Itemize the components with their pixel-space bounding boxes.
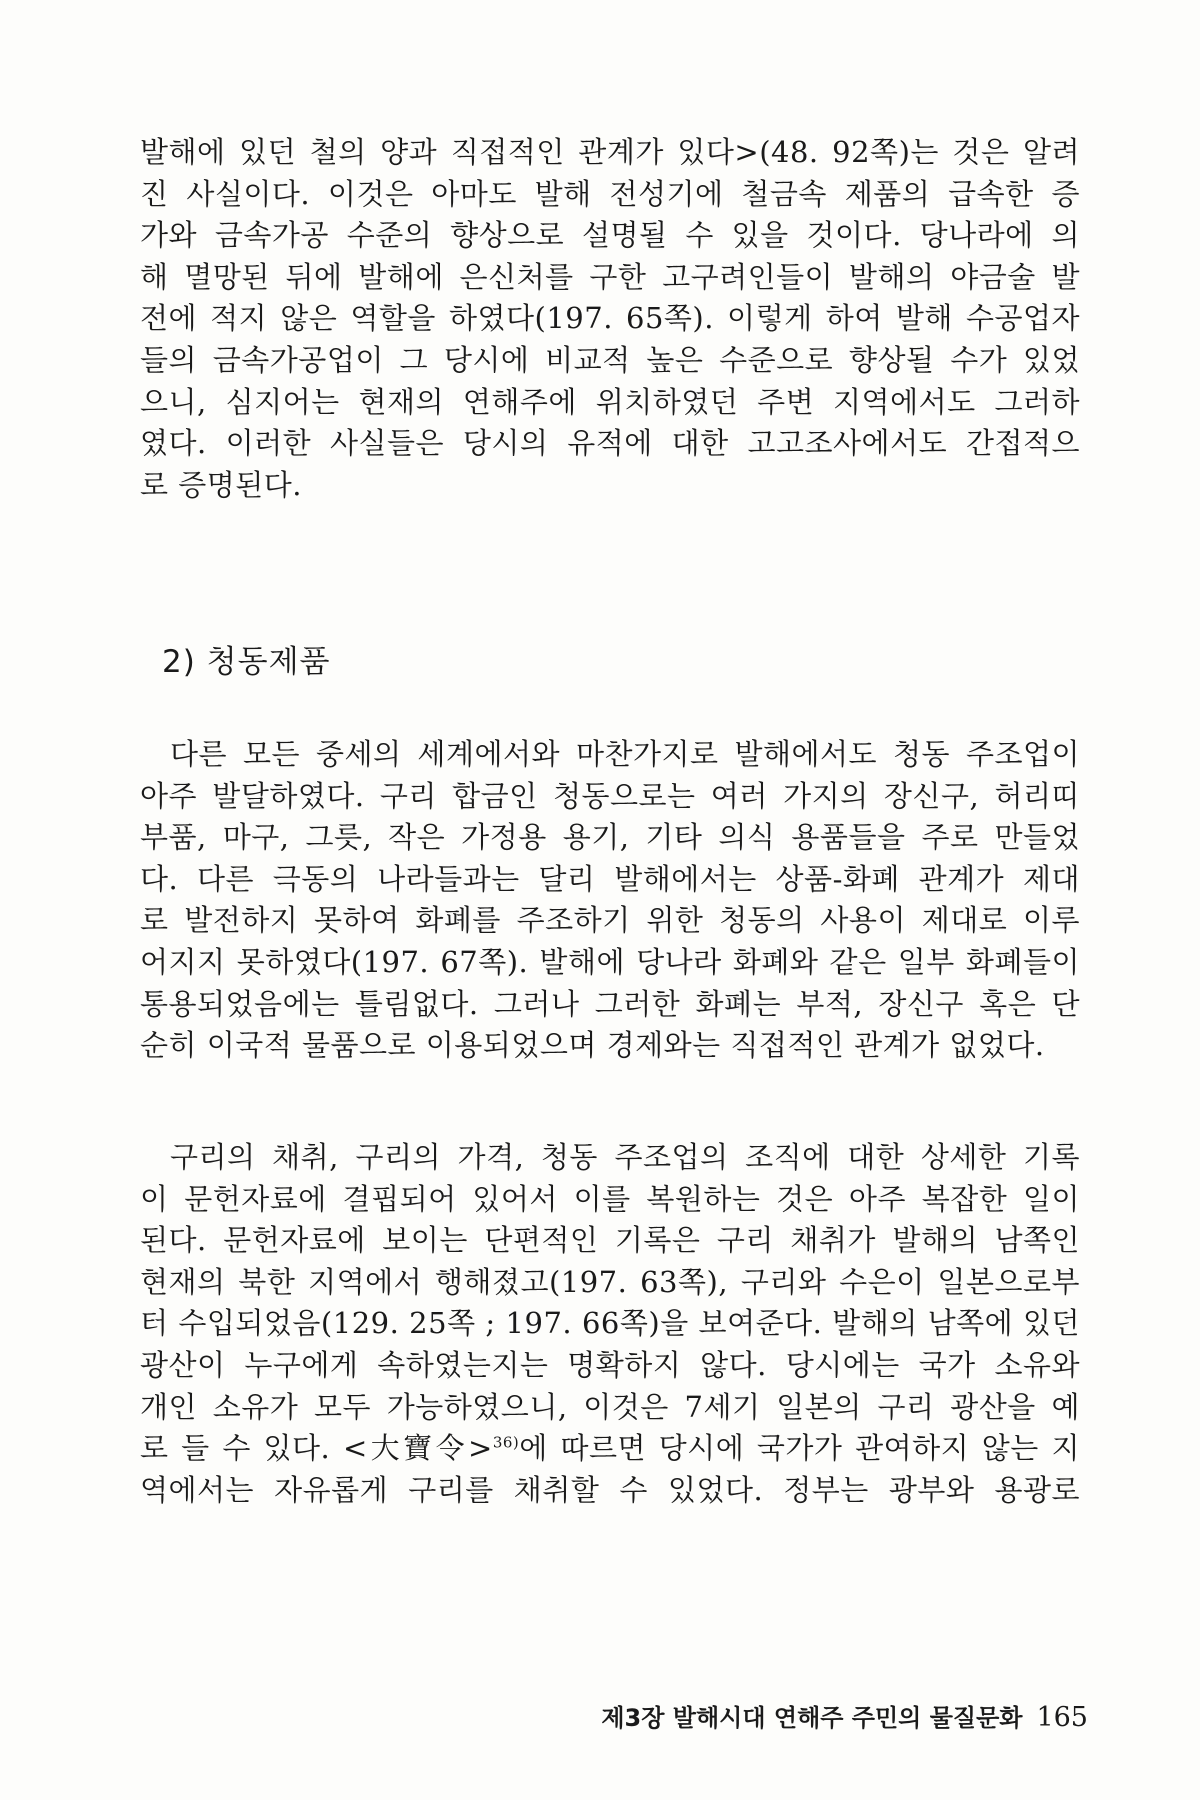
text-line: 이 문헌자료에 결핍되어 있어서 이를 복원하는 것은 아주 복잡한 일이 [140, 1181, 1080, 1216]
text-line: 전에 적지 않은 역할을 하였다(197. 65쪽). 이렇게 하여 발해 수공업자 [140, 301, 1080, 336]
text-line: 광산이 누구에게 속하였는지는 명확하지 않다. 당시에는 국가 소유와 [140, 1347, 1080, 1382]
text-line: 아주 발달하였다. 구리 합금인 청동으로는 여러 가지의 장신구, 허리띠 [140, 778, 1080, 813]
text-line: 로 증명된다. [140, 467, 303, 502]
text-fragment: 에 따르면 당시에 국가가 관여하지 않는 지 [519, 1431, 1080, 1466]
text-line: 들의 금속가공업이 그 당시에 비교적 높은 수준으로 향상될 수가 있었 [140, 342, 1080, 377]
text-line: 다. 다른 극동의 나라들과는 달리 발해에서는 상품-화폐 관계가 제대 [140, 861, 1080, 896]
text-line: 순히 이국적 물품으로 이용되었으며 경제와는 직접적인 관계가 없었다. [140, 1028, 1045, 1063]
text-line: 발해에 있던 철의 양과 직접적인 관계가 있다>(48. 92쪽)는 것은 알려 [140, 135, 1080, 169]
text-line: 가와 금속가공 수준의 향상으로 설명될 수 있을 것이다. 당나라에 의 [140, 218, 1080, 253]
text-line: 역에서는 자유롭게 구리를 채취할 수 있었다. 정부는 광부와 용광로 [140, 1472, 1080, 1507]
text-line: 구리의 채취, 구리의 가격, 청동 주조업의 조직에 대한 상세한 기록 [170, 1140, 1080, 1174]
paragraph-copper-mining [140, 1137, 1080, 1511]
text-line: 으니, 심지어는 현재의 연해주에 위치하였던 주변 지역에서도 그러하 [140, 384, 1080, 419]
page-number: 165 [1036, 1702, 1088, 1733]
text-line: 터 수입되었음(129. 25쪽 ; 197. 66쪽)을 보여준다. 발해의 남쪽에 있던 [140, 1306, 1080, 1341]
text-line: 현재의 북한 지역에서 행해졌고(197. 63쪽), 구리와 수은이 일본으로부 [140, 1264, 1080, 1299]
paragraph-iron-metalwork [140, 132, 1080, 506]
chapter-title: 제3장 발해시대 연해주 주민의 물질문화 [601, 1704, 1023, 1732]
text-line: 로 발전하지 못하여 화폐를 주조하기 위한 청동의 사용이 제대로 이루 [140, 903, 1080, 938]
text-line: 된다. 문헌자료에 보이는 단편적인 기록은 구리 채취가 발해의 남쪽인 [140, 1223, 1080, 1258]
text-line [140, 1428, 1080, 1470]
page-footer [578, 1698, 1088, 1733]
text-line: 개인 소유가 모두 가능하였으니, 이것은 7세기 일본의 구리 광산을 예 [140, 1389, 1080, 1424]
section-heading: 2) 청동제품 [162, 644, 331, 680]
footnote-marker: 36) [492, 1433, 520, 1452]
text-line: 해 멸망된 뒤에 발해에 은신처를 구한 고구려인들이 발해의 야금술 발 [140, 259, 1080, 294]
text-line: 어지지 못하였다(197. 67쪽). 발해에 당나라 화폐와 같은 일부 화폐들이 [140, 944, 1080, 979]
text-line: 였다. 이러한 사실들은 당시의 유적에 대한 고고조사에서도 간접적으 [140, 426, 1080, 461]
text-line: 통용되었음에는 틀림없다. 그러나 그러한 화폐는 부적, 장신구 혹은 단 [140, 986, 1080, 1021]
text-fragment: 로 들 수 있다. <大寶令> [140, 1431, 493, 1466]
text-line: 진 사실이다. 이것은 아마도 발해 전성기에 철금속 제품의 급속한 증 [140, 176, 1080, 211]
text-line: 다른 모든 중세의 세계에서와 마찬가지로 발해에서도 청동 주조업이 [170, 737, 1080, 771]
text-line: 부품, 마구, 그릇, 작은 가정용 용기, 기타 의식 용품들을 주로 만들었 [140, 820, 1080, 855]
paragraph-bronze-casting [140, 734, 1080, 1067]
